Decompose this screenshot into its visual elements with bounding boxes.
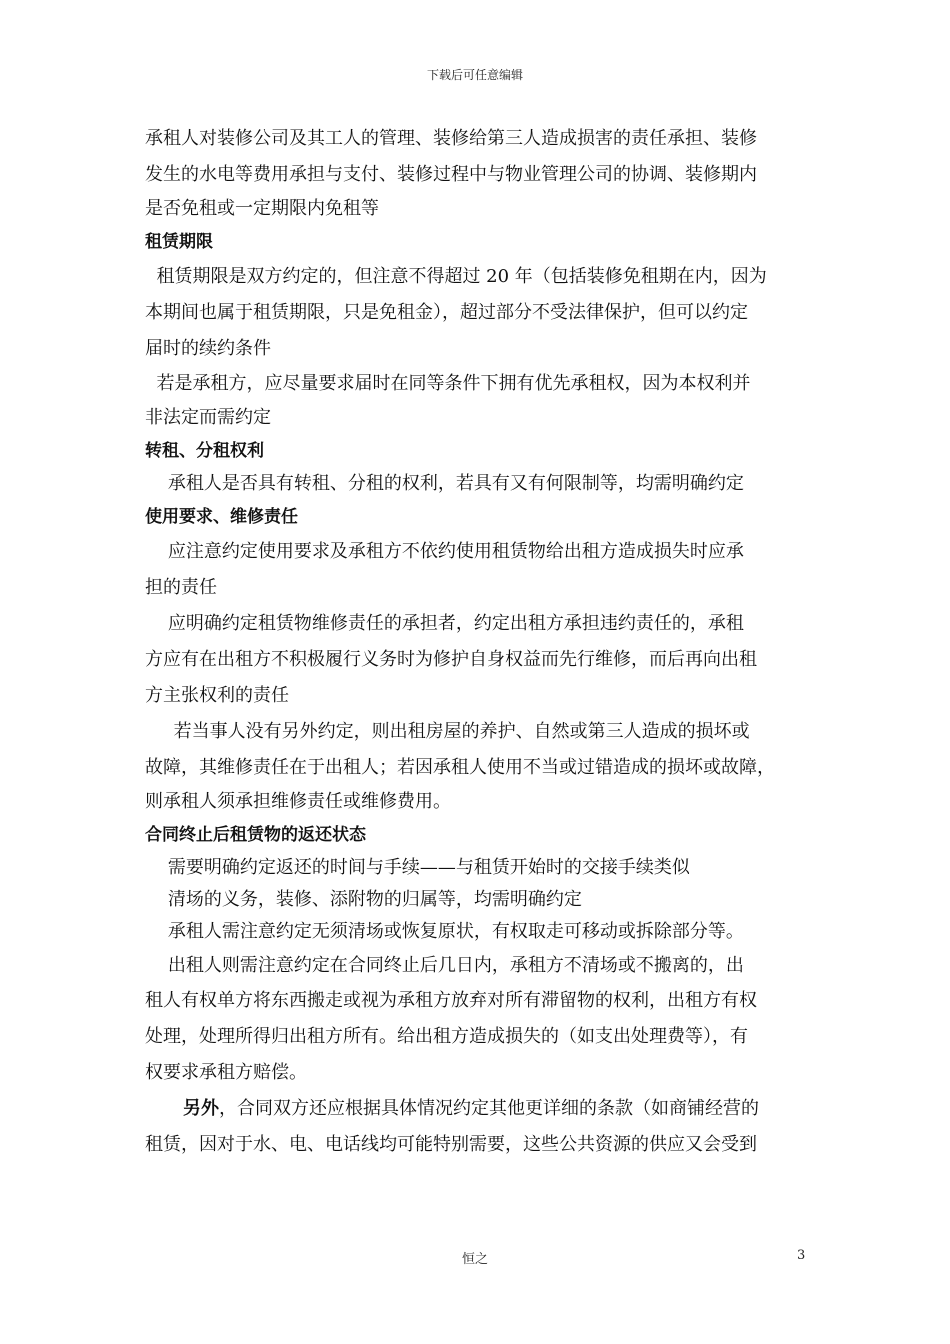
paragraph-line: 清场的义务，装修、添附物的归属等，均需明确约定	[145, 888, 582, 910]
paragraph-line: 出租人则需注意约定在合同终止后几日内，承租方不清场或不搬离的，出	[145, 954, 744, 976]
paragraph-text: ，合同双方还应根据具体情况约定其他更详细的条款（如商铺经营的	[219, 1098, 759, 1120]
paragraph-line: 应注意约定使用要求及承租方不依约使用租赁物给出租方造成损失时应承	[145, 541, 744, 563]
paragraph-line: 租人有权单方将东西搬走或视为承租方放弃对所有滞留物的权利，出租方有权	[145, 990, 757, 1012]
page-header: 下载后可任意编辑	[426, 68, 523, 82]
paragraph-line: 本期间也属于租赁期限，只是免租金），超过部分不受法律保护，但可以约定	[145, 301, 748, 323]
paragraph-line: 方应有在出租方不积极履行义务时为修护自身权益而先行维修，而后再向出租	[145, 649, 757, 671]
paragraph-line: 应明确约定租赁物维修责任的承担者，约定出租方承担违约责任的，承租	[145, 613, 744, 635]
paragraph-line: 若是承租方，应尽量要求届时在同等条件下拥有优先承租权，因为本权利并	[145, 373, 751, 395]
paragraph-line: 若当事人没有另外约定，则出租房屋的养护、自然或第三人造成的损坏或	[145, 720, 750, 742]
paragraph-line: 权要求承租方赔偿。	[145, 1062, 307, 1084]
section-heading-sublease-rights: 转租、分租权利	[145, 441, 264, 462]
paragraph-line: 承租人是否具有转租、分租的权利，若具有又有何限制等，均需明确约定	[145, 473, 744, 495]
paragraph-line: 租赁期限是双方约定的，但注意不得超过 20 年（包括装修免租期在内，因为	[145, 265, 767, 287]
section-heading-return-condition: 合同终止后租赁物的返还状态	[145, 824, 366, 845]
paragraph-line: 故障，其维修责任在于出租人；若因承租人使用不当或过错造成的损坏或故障，	[145, 756, 775, 778]
paragraph-line: 承租人需注意约定无须清场或恢复原状，有权取走可移动或拆除部分等。	[145, 920, 744, 942]
section-heading-use-and-maintenance: 使用要求、维修责任	[145, 507, 298, 528]
paragraph-line: 需要明确约定返还的时间与手续——与租赁开始时的交接手续类似	[145, 856, 690, 878]
paragraph-line: 届时的续约条件	[145, 337, 271, 359]
paragraph-line: 是否免租或一定期限内免租等	[145, 197, 379, 219]
paragraph-line: 租赁，因对于水、电、电话线均可能特别需要，这些公共资源的供应又会受到	[145, 1134, 757, 1156]
paragraph-line: 担的责任	[145, 577, 217, 599]
paragraph-line: 处理，处理所得归出租方所有。给出租方造成损失的（如支出处理费等），有	[145, 1026, 748, 1048]
emphasis-text: 另外	[183, 1098, 219, 1120]
section-heading-lease-term: 租赁期限	[145, 231, 213, 252]
paragraph-line: 非法定而需约定	[145, 407, 271, 429]
document-body	[145, 119, 820, 1163]
paragraph-line: 方主张权利的责任	[145, 684, 289, 706]
paragraph-line: 承租人对装修公司及其工人的管理、装修给第三人造成损害的责任承担、装修	[145, 128, 757, 149]
paragraph-line: 则承租人须承担维修责任或维修费用。	[145, 790, 451, 812]
footer-author: 恒之	[461, 1252, 488, 1267]
paragraph-line	[145, 1091, 820, 1127]
page-number: 3	[797, 1248, 806, 1263]
paragraph-line: 发生的水电等费用承担与支付、装修过程中与物业管理公司的协调、装修期内	[145, 163, 757, 185]
